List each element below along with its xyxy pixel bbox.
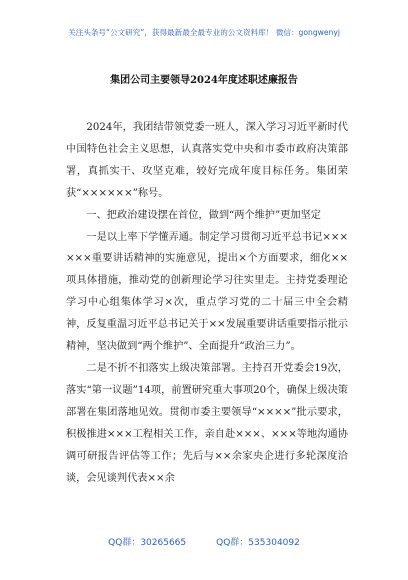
document-title: 集团公司主要领导2024年度述职述廉报告 [110, 75, 298, 86]
header-banner: 关注头条号“公文研究”，获得最新最全最专业的公文资料库！ 微信：gongwenyj [68, 28, 340, 37]
section-heading-1: 一、把政治建设摆在首位，做到“两个维护”更加坚定 [86, 209, 321, 221]
paragraph-point-1: 一是以上率下学懂弄通。制定学习贯彻习近平总书记××××××重要讲话精神的实施意见，提出×个方面要求，细化××项具体措施，推动党的创新理论学习往实里走。主持党委理论学习中心组集体学习×次，重点学习党的二十届三中全会精神，反复重温习近平总书记关于××发展重要讲话重要指示批示精神，坚决做到“两个维护”、全面提升“政治三力”。 [66, 231, 348, 353]
document-body [66, 117, 348, 489]
footer-qq-group-1: QQ群：30265665 [108, 538, 187, 548]
footer-contact [0, 535, 408, 548]
paragraph-point-2: 二是不折不扣落实上级决策部署。主持召开党委会19次，落实“第一议题”14项，前置研究重大事项20个，确保上级决策部署在集团落地见效。贯彻市委主要领导“××××”批示要求，积极推进×××工程相关工作，亲自赴×××、×××等地沟通协调可研报告评估等工作；先后与××余家央企进行多轮深度洽谈，会见谈判代表××余 [66, 362, 348, 484]
paragraph-intro: 2024年，我团结带领党委一班人，深入学习习近平新时代中国特色社会主义思想，认真落实党中央和市委市政府决策部署，真抓实干、攻坚克难，较好完成年度目标任务。集团荣获“××××××”称号。 [66, 122, 348, 199]
footer-qq-group-2: QQ群：535304092 [216, 538, 300, 548]
